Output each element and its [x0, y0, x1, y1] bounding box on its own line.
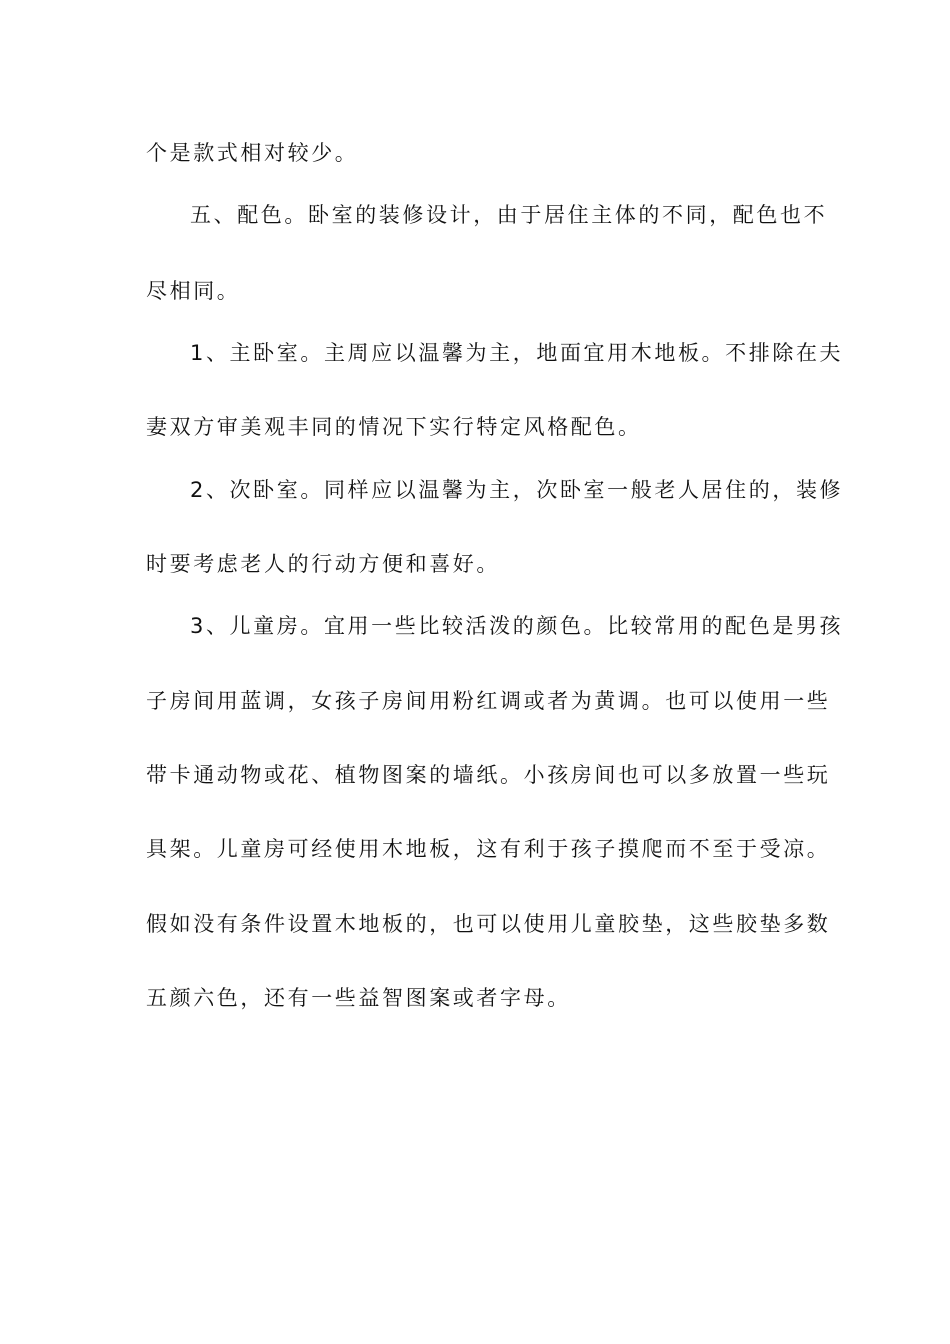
text-line: 带卡通动物或花、植物图案的墙纸。小孩房间也可以多放置一些玩 [146, 763, 831, 787]
text-line: 2、次卧室。同样应以温馨为主，次卧室一般老人居住的，装修 [190, 478, 844, 502]
text-line: 五颜六色，还有一些益智图案或者字母。 [146, 986, 571, 1010]
text-line: 1、主卧室。主周应以温馨为主，地面宜用木地板。不排除在夫 [190, 341, 844, 365]
text-line: 具架。儿童房可经使用木地板，这有利于孩子摸爬而不至于受凉。 [146, 837, 831, 861]
text-line: 子房间用蓝调，女孩子房间用粉红调或者为黄调。也可以使用一些 [146, 689, 831, 713]
text-line: 五、配色。卧室的装修设计，由于居住主体的不同，配色也不 [190, 203, 828, 227]
text-line: 妻双方审美观丰同的情况下实行特定风格配色。 [146, 415, 642, 439]
text-line: 尽相同。 [146, 279, 241, 303]
text-line: 个是款式相对较少。 [146, 141, 359, 165]
text-line: 假如没有条件设置木地板的，也可以使用儿童胶垫，这些胶垫多数 [146, 912, 831, 936]
text-line: 3、儿童房。宜用一些比较活泼的颜色。比较常用的配色是男孩 [190, 614, 844, 638]
text-line: 时要考虑老人的行动方便和喜好。 [146, 552, 500, 576]
